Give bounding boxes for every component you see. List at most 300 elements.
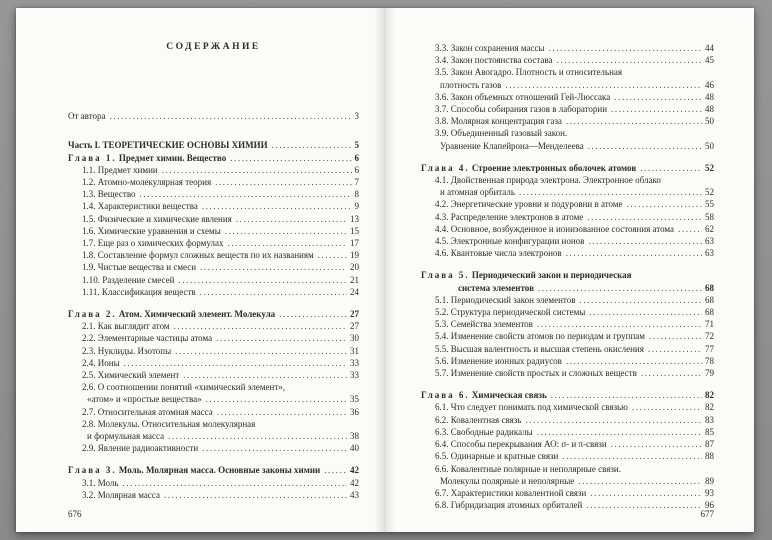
dot-leader [627,198,702,210]
toc-text [435,42,545,54]
toc-line [68,430,359,442]
toc-entry [421,306,714,318]
toc-line-text: 2.7. Относительная атомная масса [82,406,213,417]
toc-line-text: 2.8. Молекулы. Относительная молекулярная [82,418,256,429]
toc-page-ref: 79 [705,368,714,379]
toc-line-text: Строение электронных оболочек атомов [471,162,637,173]
toc-line [68,200,359,212]
toc-line [68,406,359,418]
toc-line [68,442,359,454]
toc-line [421,499,714,511]
toc-page-ref: 6 [354,152,359,163]
toc-text [421,389,547,401]
toc-line-text: 1.6. Химические уравнения и схемы [82,225,221,236]
toc-text [435,91,610,103]
toc-text [435,306,585,318]
dot-leader [225,225,347,237]
toc-line-text: Предмет химии. Вещество [118,152,227,163]
toc-line [421,487,714,499]
toc-entries-right [421,42,714,511]
toc-page-ref: 77 [705,343,714,354]
toc-title: СОДЕРЖАНИЕ [166,42,261,52]
toc-line [421,103,714,115]
toc-page-ref: 42 [350,465,359,476]
toc-text [435,401,628,413]
toc-line-text: Часть I. ТЕОРЕТИЧЕСКИЕ ОСНОВЫ ХИМИИ [68,140,268,151]
toc-line [421,198,714,210]
toc-chapter-entry [421,162,714,174]
toc-text [82,200,198,212]
toc-text [440,475,574,487]
toc-page-ref: 40 [350,443,359,454]
toc-text [82,261,196,273]
toc-line [421,66,714,78]
toc-page-ref: 52 [705,187,714,198]
toc-text [82,274,174,286]
dot-leader [123,477,347,489]
toc-text [435,103,607,115]
toc-text [440,140,584,152]
dot-leader [140,188,352,200]
dot-leader [227,237,347,249]
toc-entry [68,320,359,332]
toc-line [68,213,359,225]
toc-line [68,357,359,369]
toc-line [421,475,714,487]
toc-line-text: 5.4. Изменение свойств атомов по периодам и группам [435,331,645,342]
toc-text [68,308,275,320]
toc-text [87,393,202,405]
toc-line-text: Периодический закон и периодическая [471,270,632,281]
toc-page-ref: 35 [350,394,359,405]
toc-entry [421,343,714,355]
dot-leader [678,223,702,235]
toc-entry [421,223,714,235]
toc-line [421,127,714,139]
dot-leader [168,430,347,442]
toc-page-ref: 13 [350,213,359,224]
toc-page-ref: 5 [354,140,359,151]
toc-line [421,54,714,66]
dot-leader [200,261,347,273]
toc-line [421,42,714,54]
toc-page-ref: 50 [705,140,714,151]
toc-line [68,225,359,237]
toc-line-text: 6.6. Ковалентные полярные и неполярные связи. [435,463,621,474]
toc-line [421,282,714,294]
toc-text [435,66,622,78]
toc-text [82,442,198,454]
toc-line [68,320,359,332]
toc-text [435,211,583,223]
toc-page-ref: 48 [705,104,714,115]
toc-page-ref: 50 [705,116,714,127]
toc-line-text: 3.4. Закон постоянства состава [435,55,553,66]
toc-line-text: система элементов [458,282,534,293]
toc-entry [421,127,714,151]
toc-line-text: 1.3. Вещество [82,189,136,200]
toc-line-text: От автора [68,111,106,122]
toc-line [68,369,359,381]
toc-page-ref: 85 [705,426,714,437]
toc-entry [68,274,359,286]
toc-entry [421,103,714,115]
toc-line [68,274,359,286]
toc-page-ref: 88 [705,451,714,462]
dot-leader [562,450,702,462]
toc-line [421,211,714,223]
toc-page-ref: 30 [350,333,359,344]
toc-line-text: 3.2. Молярная масса [82,489,160,500]
toc-text [435,223,674,235]
toc-line [68,176,359,188]
dot-leader [505,79,702,91]
toc-text [435,426,533,438]
toc-text [82,477,119,489]
toc-line [421,174,714,186]
toc-text [82,357,120,369]
toc-line [68,286,359,298]
toc-line [421,463,714,475]
toc-page-ref: 68 [705,282,714,293]
toc-line-text: 4.6. Квантовые числа электронов [435,248,562,259]
dot-leader [236,213,347,225]
dot-leader [215,176,351,188]
toc-line-text: и формульная масса [87,431,165,442]
toc-page-ref: 42 [350,477,359,488]
toc-line [68,249,359,261]
toc-line-text: 5.3. Семейства элементов [435,319,533,330]
toc-line-text: 5.1. Периодический закон элементов [435,294,576,305]
toc-page-ref: 82 [705,390,714,401]
toc-entry [421,367,714,379]
toc-entry [68,477,359,489]
toc-text [82,320,170,332]
toc-page-ref: 62 [705,223,714,234]
toc-line-text: 2.5. Химический элемент [82,370,180,381]
toc-line-text: и атомная орбиталь [440,187,515,198]
toc-text [435,318,533,330]
toc-entry [421,438,714,450]
dot-leader [200,286,347,298]
toc-line [421,79,714,91]
toc-page-ref: 27 [350,309,359,320]
page-number-left: 676 [68,508,82,519]
toc-line-text: 1.2. Атомно-молекулярная теория [82,177,212,188]
toc-line-text: 2.1. Как выглядит атом [82,321,170,332]
toc-entry [68,261,359,273]
toc-text [82,249,314,261]
dot-leader [640,162,702,174]
toc-page-ref: 33 [350,370,359,381]
toc-line [421,235,714,247]
chapter-label: Глава 4. [421,162,470,173]
dot-leader [525,414,702,426]
toc-line [421,330,714,342]
toc-line [68,332,359,344]
toc-line-text: 1.11. Классификация веществ [82,286,196,297]
toc-line-text: 6.1. Что следует понимать под химической связью [435,402,628,413]
chapter-label: Глава 5. [421,270,470,281]
toc-entry [421,487,714,499]
toc-text [82,213,232,225]
toc-page-ref: 17 [350,238,359,249]
toc-line [68,345,359,357]
left-page [16,8,385,532]
toc-line-text: 1.1. Предмет химии [82,164,158,175]
toc-text [435,487,586,499]
toc-text [435,463,621,475]
toc-page-ref: 21 [350,274,359,285]
toc-entry [421,355,714,367]
toc-line-text: 5.6. Изменение ионных радиусов [435,355,562,366]
toc-text [435,330,645,342]
toc-line-text: 3.6. Закон объемных отношений Гей-Люссака [435,91,611,102]
toc-page-ref: 44 [705,43,714,53]
chapter-label: Глава 2. [68,309,117,320]
toc-entry [421,174,714,198]
toc-page-ref: 72 [705,331,714,342]
dot-leader [632,401,702,413]
toc-line [68,110,359,122]
toc-line [421,140,714,152]
toc-text [82,489,160,501]
toc-line-text: «атом» и «простые вещества» [87,394,202,405]
toc-page-ref: 24 [350,286,359,297]
toc-page-ref: 43 [350,489,359,500]
dot-leader [589,306,702,318]
toc-line-text: 1.9. Чистые вещества и смеси [82,262,197,273]
toc-line-text: 5.7. Изменение свойств простых и сложных веществ [435,368,637,379]
toc-text [82,237,223,249]
toc-page-ref: 55 [705,199,714,210]
toc-page-ref: 9 [354,201,359,212]
toc-line-text: 6.4. Способы перекрывания АО: σ- и π-связи [435,439,607,450]
toc-line-text: 4.4. Основное, возбужденное и ионизованное состояния атома [435,223,675,234]
toc-entry [421,414,714,426]
toc-page-ref: 36 [350,406,359,417]
toc-line-text: 6.8. Гибридизация атомных орбиталей [435,500,583,511]
toc-line [68,152,359,164]
toc-line-text: 5.5. Высшая валентность и высшая степень окисления [435,343,644,354]
toc-entry [421,426,714,438]
toc-entry [68,188,359,200]
toc-page-ref: 68 [705,294,714,305]
dot-leader [318,249,347,261]
dot-leader [230,152,351,164]
toc-line-text: Атом. Химический элемент. Молекула [118,309,276,320]
toc-line-text: 4.3. Распределение электронов в атоме [435,211,584,222]
toc-page-ref: 31 [350,345,359,356]
toc-entry [68,286,359,298]
toc-text [82,225,221,237]
dot-leader [324,464,347,476]
toc-text [421,269,632,281]
toc-line-text: 2.3. Нуклиды. Изотопы [82,345,172,356]
toc-line [68,477,359,489]
toc-text [435,343,644,355]
toc-line [421,343,714,355]
toc-line-text: Химическая связь [471,390,547,401]
book-spread [16,8,754,532]
toc-entry [68,418,359,442]
toc-entry [68,200,359,212]
toc-entry [68,489,359,501]
toc-chapter-entry [68,308,359,320]
dot-leader [164,489,347,501]
dot-leader [537,426,702,438]
toc-entry [68,225,359,237]
toc-part-entry [68,139,359,151]
toc-text [421,162,636,174]
toc-page-ref: 46 [705,79,714,90]
toc-page-ref: 38 [350,431,359,442]
toc-entry [68,213,359,225]
toc-text [82,176,211,188]
toc-text [458,282,534,294]
toc-line-text: 3.5. Закон Авогадро. Плотность и относительная [435,67,623,78]
toc-line [421,389,714,401]
toc-line [68,164,359,176]
toc-line-text: 2.4. Ионы [82,357,120,368]
dot-leader [174,320,347,332]
toc-line [68,308,359,320]
dot-leader [566,355,702,367]
toc-page-ref: 15 [350,225,359,236]
toc-entry [68,176,359,188]
toc-line-text: 4.1. Двойственная природа электрона. Электронное облако [435,175,661,186]
toc-line [68,381,359,393]
page-number-right: 677 [700,508,714,519]
toc-line [421,91,714,103]
toc-line-text: 4.5. Электронные конфигурации ионов [435,236,585,247]
toc-text [82,286,196,298]
toc-entry [68,381,359,405]
dot-leader [587,211,702,223]
toc-text [435,450,558,462]
toc-line-text: 3.9. Объединенный газовый закон. [435,128,568,139]
toc-text [435,198,623,210]
toc-line [421,186,714,198]
dot-leader [202,200,352,212]
toc-line [421,401,714,413]
toc-entry [68,110,359,122]
dot-leader [216,332,347,344]
toc-line-text: 4.2. Энергетические уровни и подуровни в атоме [435,199,623,210]
dot-leader [557,54,702,66]
toc-line [68,418,359,430]
toc-entry [421,401,714,413]
toc-entry [68,442,359,454]
dot-leader [578,475,702,487]
toc-entry [421,330,714,342]
toc-text [435,294,575,306]
toc-line-text: 1.7. Еще раз о химических формулах [82,238,224,249]
toc-line [421,426,714,438]
toc-entry [68,332,359,344]
dot-leader [586,499,702,511]
toc-line [68,139,359,151]
toc-line [421,318,714,330]
toc-line-text: 2.6. О соотношении понятий «химический элемент», [82,382,286,393]
dot-leader [178,274,347,286]
toc-page-ref: 83 [705,414,714,425]
toc-text [82,164,158,176]
toc-entry [68,406,359,418]
dot-leader [641,367,702,379]
toc-entry [68,369,359,381]
toc-line-text: 1.4. Характеристики вещества [82,201,198,212]
chapter-label: Глава 3. [68,465,117,476]
toc-text [440,79,501,91]
toc-line [421,414,714,426]
toc-line-text: 3.3. Закон сохранения массы [435,43,545,53]
toc-entry [68,164,359,176]
dot-leader [611,438,702,450]
toc-page-ref: 82 [705,402,714,413]
toc-chapter-entry [68,464,359,476]
toc-page-ref: 71 [705,319,714,330]
toc-entry [421,450,714,462]
toc-line-text: 3.8. Молярная концентрация газа [435,116,562,127]
dot-leader [202,442,347,454]
toc-line-text: 2.9. Явление радиоактивности [82,443,199,454]
toc-entry [68,249,359,261]
toc-entry [421,42,714,54]
toc-text [82,188,136,200]
toc-chapter-entry [68,152,359,164]
toc-page-ref: 52 [705,162,714,173]
toc-entries-left [68,110,359,501]
dot-leader [272,139,352,151]
toc-text [435,355,562,367]
toc-line-text: 3.1. Моль [82,477,119,488]
toc-text [82,332,212,344]
toc-entry [421,463,714,487]
dot-leader [614,91,702,103]
dot-leader [217,406,347,418]
toc-line-text: 1.10. Разделение смесей [82,274,175,285]
toc-line-text: 3.7. Способы собирания газов в лаборатории [435,104,608,115]
toc-line [421,269,714,281]
toc-line-text: Молекулы полярные и неполярные [440,475,575,486]
toc-page-ref: 68 [705,307,714,318]
toc-line-text: Уравнение Клапейрона—Менделеева [440,140,584,151]
toc-text [440,186,515,198]
toc-line-text: 6.5. Одинарные и кратные связи [435,451,559,462]
toc-line-text: 5.2. Структура периодической системы [435,307,586,318]
toc-line-text: 6.3. Свободные радикалы [435,426,533,437]
dot-leader [551,389,702,401]
toc-line [68,188,359,200]
toc-text [82,406,213,418]
toc-line [421,306,714,318]
dot-leader [588,140,702,152]
dot-leader [590,487,702,499]
toc-page-ref: 63 [705,236,714,247]
toc-page-ref: 48 [705,91,714,102]
toc-line-text: 2.2. Элементарные частицы атома [82,333,213,344]
toc-entry [421,198,714,210]
right-page [385,8,754,532]
dot-leader [162,164,352,176]
toc-line [68,237,359,249]
toc-entry [421,54,714,66]
toc-entry [421,235,714,247]
dot-leader [175,345,347,357]
toc-page-ref: 45 [705,55,714,66]
toc-text [435,414,521,426]
